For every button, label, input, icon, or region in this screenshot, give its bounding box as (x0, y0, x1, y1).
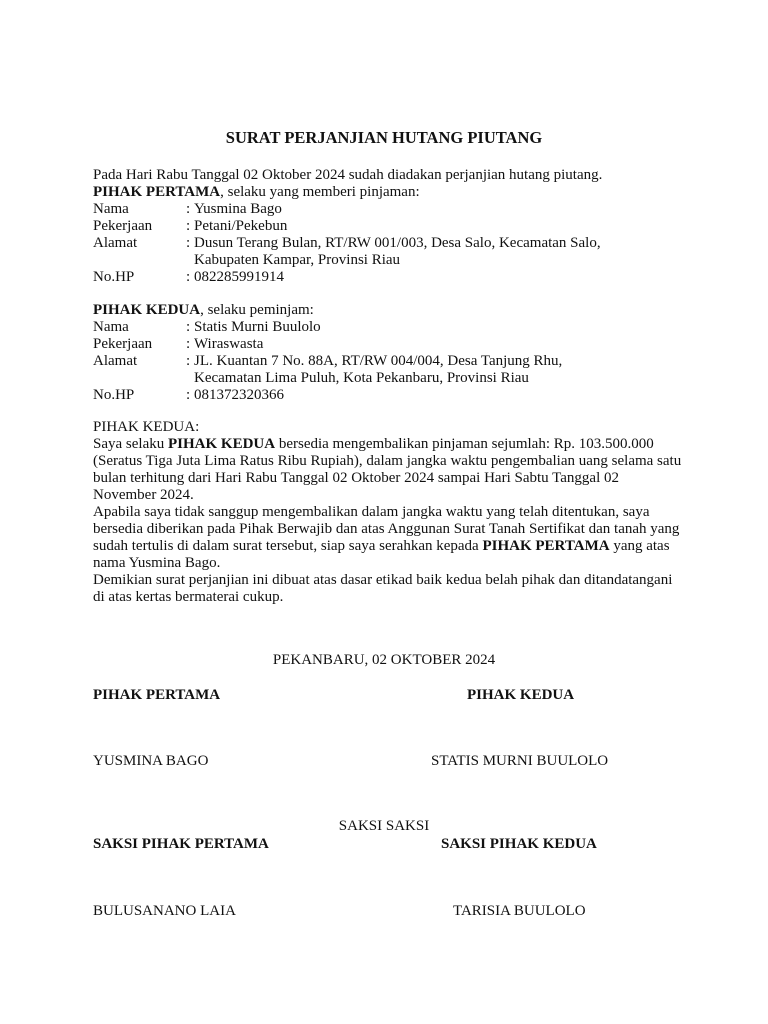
pihak-pertama-alamat-row (93, 235, 683, 252)
statement-paragraph-3: Demikian surat perjanjian ini dibuat atas dasar etikad baik kedua belah pihak dan ditandatangani di atas kertas bermaterai cukup. (93, 572, 673, 605)
field-value: 081372320366 (194, 387, 284, 403)
place-date: PEKANBARU, 02 OKTOBER 2024 (272, 652, 496, 668)
statement-heading: PIHAK KEDUA: (93, 419, 200, 435)
field-value-continuation: Kabupaten Kampar, Provinsi Riau (194, 252, 401, 268)
pihak-pertama-nohp-row (93, 269, 683, 286)
field-separator: : (186, 269, 191, 285)
witness-right-label: SAKSI PIHAK KEDUA (441, 836, 597, 852)
pihak-pertama-pekerjaan-row (93, 218, 683, 235)
field-value: Wiraswasta (194, 336, 264, 352)
field-label: Nama (93, 319, 129, 335)
field-label: Alamat (93, 235, 138, 251)
pihak-pertama-heading-label: PIHAK PERTAMA (93, 184, 221, 200)
field-value: 082285991914 (194, 269, 284, 285)
field-value-continuation: Kecamatan Lima Puluh, Kota Pekanbaru, Provinsi Riau (194, 370, 529, 386)
pihak-kedua-nohp-row (93, 387, 683, 404)
pihak-kedua-alamat-cont-row (93, 370, 683, 387)
pihak-pertama-nama-row (93, 201, 683, 218)
statement-paragraph-1 (93, 436, 683, 504)
field-value: Dusun Terang Bulan, RT/RW 001/003, Desa Salo, Kecamatan Salo, (194, 235, 601, 251)
signature-right-label: PIHAK KEDUA (467, 687, 575, 703)
statement-bold-party: PIHAK PERTAMA (482, 538, 610, 554)
field-separator: : (186, 218, 191, 234)
pihak-kedua-heading-suffix: , selaku peminjam: (200, 302, 314, 318)
signature-left-label: PIHAK PERTAMA (93, 687, 221, 703)
witness-heading: SAKSI SAKSI (338, 818, 430, 834)
witness-left-name: BULUSANANO LAIA (93, 903, 236, 919)
field-value: Yusmina Bago (194, 201, 282, 217)
pihak-kedua-heading-label: PIHAK KEDUA (93, 302, 201, 318)
statement-paragraph-2 (93, 504, 683, 572)
pihak-pertama-alamat-cont-row (93, 252, 683, 269)
field-label: Nama (93, 201, 129, 217)
signature-right-name: STATIS MURNI BUULOLO (431, 753, 609, 769)
field-value: Statis Murni Buulolo (194, 319, 321, 335)
statement-text: Saya selaku (93, 436, 168, 452)
pihak-kedua-alamat-row (93, 353, 683, 370)
field-label: No.HP (93, 269, 135, 285)
field-label: Pekerjaan (93, 336, 153, 352)
field-separator: : (186, 235, 191, 251)
field-separator: : (186, 387, 191, 403)
field-separator: : (186, 353, 191, 369)
pihak-kedua-heading (93, 302, 683, 319)
statement-section (93, 419, 683, 606)
statement-text: yang atas nama Yusmina Bago. (93, 538, 670, 571)
pihak-pertama-section (93, 167, 683, 286)
witness-right-name: TARISIA BUULOLO (453, 903, 586, 919)
statement-bold-party: PIHAK KEDUA (167, 436, 276, 452)
pihak-pertama-heading-suffix: , selaku yang memberi pinjaman: (220, 184, 420, 200)
field-value: Petani/Pekebun (194, 218, 288, 234)
witness-left-label: SAKSI PIHAK PERTAMA (93, 836, 269, 852)
pihak-kedua-section (93, 302, 683, 404)
field-label: Alamat (93, 353, 138, 369)
pihak-pertama-heading (93, 184, 683, 201)
statement-text: Apabila saya tidak sanggup mengembalikan dalam jangka waktu yang telah ditentukan, saya bersedia diberikan pada Pihak Berwajib dan atas Anggunan Surat Tanah Sertifikat dan tanah yang sudah tertulis di dalam surat tersebut, siap saya serahkan kepada (93, 504, 680, 554)
field-label: Pekerjaan (93, 218, 153, 234)
intro-line: Pada Hari Rabu Tanggal 02 Oktober 2024 sudah diadakan perjanjian hutang piutang. (93, 167, 603, 183)
signature-left-name: YUSMINA BAGO (93, 753, 209, 769)
field-separator: : (186, 201, 191, 217)
pihak-kedua-pekerjaan-row (93, 336, 683, 353)
field-separator: : (186, 319, 191, 335)
field-value: JL. Kuantan 7 No. 88A, RT/RW 004/004, Desa Tanjung Rhu, (194, 353, 563, 369)
field-separator: : (186, 336, 191, 352)
statement-text: bersedia mengembalikan pinjaman sejumlah: Rp. 103.500.000 (Seratus Tiga Juta Lima Ratus Ribu Rupiah), dalam jangka waktu pengembalian uang selama satu bulan terhitung dari Hari Rabu Tanggal 02 Oktober 2024 sampai Hari Sabtu Tanggal 02 November 2024. (93, 436, 682, 503)
document-title: SURAT PERJANJIAN HUTANG PIUTANG (225, 128, 543, 147)
pihak-kedua-nama-row (93, 319, 683, 336)
field-label: No.HP (93, 387, 135, 403)
